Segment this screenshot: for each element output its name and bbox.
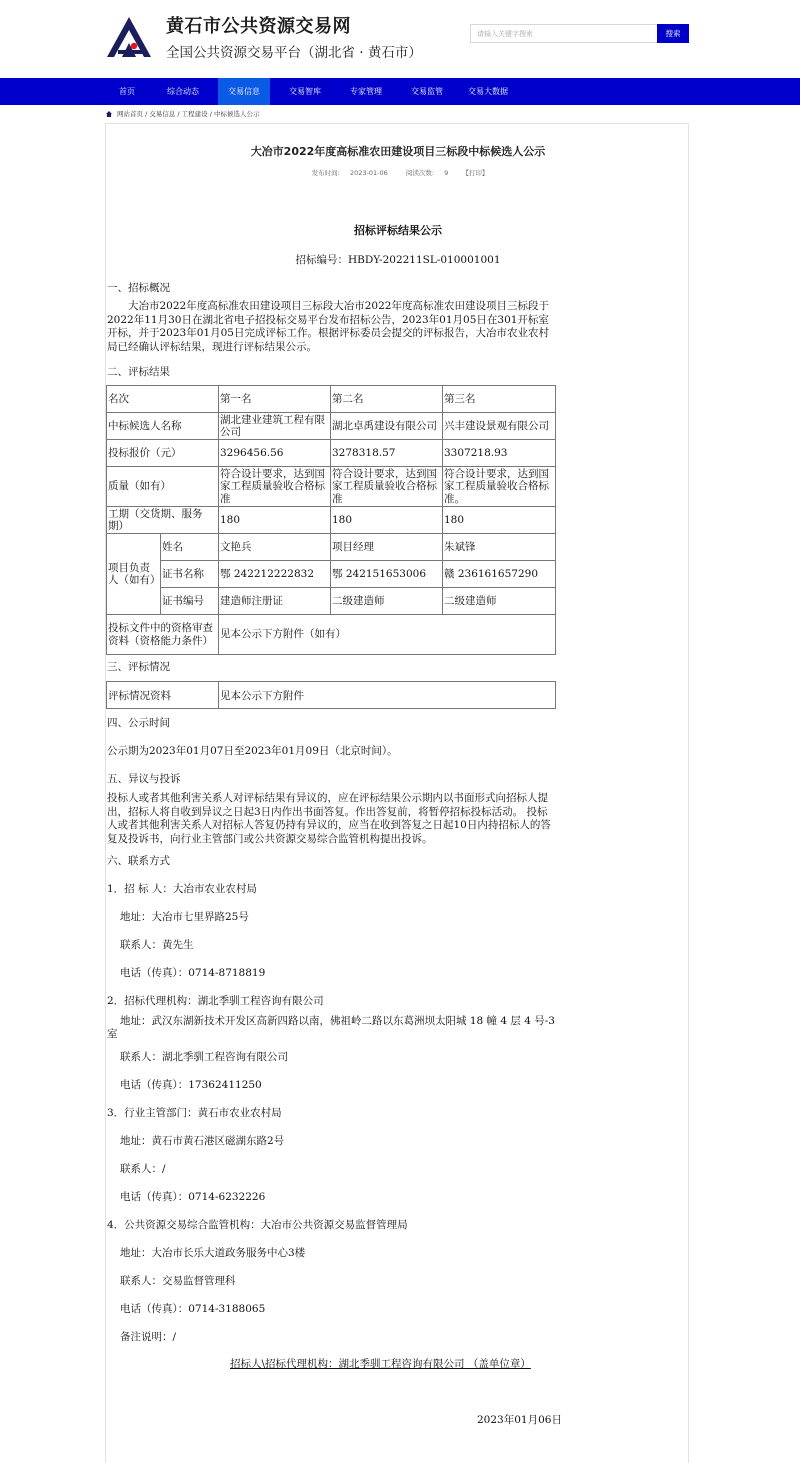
document-date: 2023年01月06日 bbox=[477, 1414, 562, 1426]
table-row bbox=[107, 440, 556, 467]
table-row bbox=[107, 588, 556, 615]
contact-3-address: 地址：黄石市黄石港区磁湖东路2号 bbox=[120, 1135, 285, 1147]
table-row bbox=[107, 467, 556, 507]
breadcrumb bbox=[106, 109, 259, 118]
table-cell: 鄂 242151653006 bbox=[331, 561, 443, 588]
table-cell: 中标候选人名称 bbox=[107, 413, 219, 440]
table-cell: 项目负责人（如有） bbox=[107, 534, 161, 615]
table-cell: 项目经理 bbox=[331, 534, 443, 561]
table-cell: 见本公示下方附件 bbox=[219, 682, 556, 709]
section-5-body: 投标人或者其他利害关系人对评标结果有异议的，应在评标结果公示期内以书面形式向招标人提出，招标人将自收到异议之日起3日内作出书面答复。作出答复前，将暂停招标投标活动。 投标人或者其他利害关系人对招标人答复仍持有异议的，应当在收到答复之日起10日内持招标人的答复及投诉书，向行业主管部门或公共资源交易综合监管机构提出投诉。 bbox=[107, 792, 551, 845]
table-cell: 二级建造师 bbox=[443, 588, 556, 615]
table-cell: 投标文件中的资格审查资料（资格能力条件） bbox=[107, 615, 219, 655]
table-cell: 投标报价（元） bbox=[107, 440, 219, 467]
evaluation-table bbox=[106, 681, 556, 709]
table-cell: 3278318.57 bbox=[331, 440, 443, 467]
section-2-heading: 二、评标结果 bbox=[107, 366, 170, 378]
table-cell: 评标情况资料 bbox=[107, 682, 219, 709]
table-cell: 180 bbox=[443, 507, 556, 534]
table-cell: 质量（如有） bbox=[107, 467, 219, 507]
home-icon bbox=[106, 111, 112, 117]
table-row bbox=[107, 534, 556, 561]
contact-2-heading: 2．招标代理机构：湖北季驯工程咨询有限公司 bbox=[107, 995, 324, 1007]
nav-item-supervision[interactable]: 交易监管 bbox=[411, 87, 443, 96]
contact-2-person: 联系人：湖北季驯工程咨询有限公司 bbox=[120, 1051, 288, 1063]
table-cell: 第三名 bbox=[443, 386, 556, 413]
signature-line: 招标人\招标代理机构：湖北季驯工程咨询有限公司 （盖单位章） bbox=[230, 1358, 531, 1370]
results-table bbox=[106, 385, 556, 655]
section-6-heading: 六、联系方式 bbox=[107, 855, 170, 867]
nav-item-home[interactable]: 首页 bbox=[119, 87, 135, 96]
breadcrumb-separator: / bbox=[143, 109, 150, 118]
site-logo-icon[interactable] bbox=[106, 16, 152, 58]
tender-code: 招标编号：HBDY-202211SL-010001001 bbox=[295, 254, 501, 266]
table-cell: 3307218.93 bbox=[443, 440, 556, 467]
table-cell: 180 bbox=[219, 507, 331, 534]
search-input[interactable] bbox=[470, 24, 657, 43]
table-cell: 赣 236161657290 bbox=[443, 561, 556, 588]
contact-4-phone: 电话（传真）：0714-3188065 bbox=[120, 1303, 266, 1315]
contact-1-heading: 1．招 标 人：大冶市农业农村局 bbox=[107, 883, 257, 895]
nav-item-experts[interactable]: 专家管理 bbox=[350, 87, 382, 96]
table-cell: 兴丰建设景观有限公司 bbox=[443, 413, 556, 440]
table-cell: 二级建造师 bbox=[331, 588, 443, 615]
contact-4-address: 地址：大冶市长乐大道政务服务中心3楼 bbox=[120, 1247, 306, 1259]
breadcrumb-current: 中标候选人公示 bbox=[213, 110, 260, 118]
nav-item-trade-info[interactable]: 交易信息 bbox=[218, 78, 270, 105]
breadcrumb-trade-info[interactable]: 交易信息 bbox=[149, 110, 176, 118]
table-cell: 建造师注册证 bbox=[219, 588, 331, 615]
contact-1-address: 地址：大冶市七里界路25号 bbox=[120, 911, 249, 923]
article-card bbox=[105, 123, 689, 1463]
contact-3-phone: 电话（传真）：0714-6232226 bbox=[120, 1191, 266, 1203]
remark: 备注说明：/ bbox=[120, 1331, 177, 1343]
search-bar bbox=[470, 24, 689, 43]
table-cell: 朱斌锋 bbox=[443, 534, 556, 561]
table-cell: 证书编号 bbox=[161, 588, 219, 615]
site-subtitle: 全国公共资源交易平台（湖北省 · 黄石市） bbox=[166, 45, 422, 61]
publish-date: 2023-01-06 bbox=[349, 169, 388, 177]
nav-item-news[interactable]: 综合动态 bbox=[167, 87, 199, 96]
section-5-heading: 五、异议与投诉 bbox=[107, 773, 181, 785]
table-row bbox=[107, 682, 556, 709]
print-link[interactable]: 【打印】 bbox=[462, 169, 489, 177]
section-4-heading: 四、公示时间 bbox=[107, 717, 170, 729]
table-cell: 符合设计要求，达到国家工程质量验收合格标准 bbox=[331, 467, 443, 507]
contact-2-address: 地址：武汉东湖新技术开发区高新四路以南，佛祖岭二路以东葛洲坝太阳城 18 幢 4 层 4 号-3 室 bbox=[107, 1015, 555, 1040]
section-3-heading: 三、评标情况 bbox=[107, 661, 170, 673]
table-cell: 湖北建业建筑工程有限公司 bbox=[219, 413, 331, 440]
table-cell: 第二名 bbox=[331, 386, 443, 413]
table-cell: 证书名称 bbox=[161, 561, 219, 588]
article-meta bbox=[106, 168, 690, 177]
nav-item-big-data[interactable]: 交易大数据 bbox=[468, 87, 508, 96]
table-row bbox=[107, 615, 556, 655]
contact-3-heading: 3．行业主管部门：黄石市农业农村局 bbox=[107, 1107, 282, 1119]
table-row bbox=[107, 507, 556, 534]
contact-2-phone: 电话（传真）：17362411250 bbox=[120, 1079, 262, 1091]
site-header bbox=[0, 0, 800, 78]
table-cell: 见本公示下方附件（如有） bbox=[219, 615, 556, 655]
main-nav bbox=[0, 78, 800, 105]
table-cell: 工期（交货期、服务期） bbox=[107, 507, 219, 534]
contact-1-person: 联系人：黄先生 bbox=[120, 939, 194, 951]
table-row bbox=[107, 561, 556, 588]
publish-label: 发布时间: bbox=[311, 169, 340, 177]
table-row bbox=[107, 386, 556, 413]
table-cell: 鄂 242212222832 bbox=[219, 561, 331, 588]
table-cell: 符合设计要求，达到国家工程质量验收合格标准。 bbox=[443, 467, 556, 507]
breadcrumb-engineering[interactable]: 工程建设 bbox=[181, 110, 208, 118]
table-cell: 湖北卓禹建设有限公司 bbox=[331, 413, 443, 440]
section-4-body: 公示期为2023年01月07日至2023年01月09日（北京时间）。 bbox=[107, 745, 398, 757]
contact-4-person: 联系人：交易监督管理科 bbox=[120, 1275, 236, 1287]
breadcrumb-separator: / bbox=[207, 109, 214, 118]
contact-3-person: 联系人：/ bbox=[120, 1163, 166, 1175]
nav-item-think-tank[interactable]: 交易智库 bbox=[289, 87, 321, 96]
contact-4-heading: 4．公共资源交易综合监管机构：大冶市公共资源交易监督管理局 bbox=[107, 1219, 408, 1231]
site-title[interactable]: 黄石市公共资源交易网 bbox=[166, 16, 351, 37]
section-1-body: 大冶市2022年度高标准农田建设项目三标段大冶市2022年度高标准农田建设项目三标段于2022年11月30日在湖北省电子招投标交易平台发布招标公告，2023年01月05日在301开标室开标，并于2023年01月05日完成评标工作。根据评标委员会提交的评标报告，大冶市农业农村局已经确认评标结果，现进行评标结果公示。 bbox=[107, 300, 549, 353]
breadcrumb-separator: / bbox=[175, 109, 182, 118]
table-row bbox=[107, 413, 556, 440]
search-button[interactable]: 搜索 bbox=[657, 24, 689, 43]
breadcrumb-home[interactable]: 网站首页 bbox=[117, 110, 143, 118]
doc-title: 招标评标结果公示 bbox=[354, 224, 442, 237]
table-cell: 180 bbox=[331, 507, 443, 534]
table-cell: 第一名 bbox=[219, 386, 331, 413]
views-label: 阅读次数: bbox=[405, 169, 435, 177]
table-cell: 名次 bbox=[107, 386, 219, 413]
table-cell: 姓名 bbox=[161, 534, 219, 561]
views-count: 9 bbox=[444, 169, 449, 177]
table-cell: 符合设计要求，达到国家工程质量验收合格标准 bbox=[219, 467, 331, 507]
contact-1-phone: 电话（传真）：0714-8718819 bbox=[120, 967, 266, 979]
table-cell: 3296456.56 bbox=[219, 440, 331, 467]
section-1-heading: 一、招标概况 bbox=[107, 282, 170, 294]
article-title: 大冶市2022年度高标准农田建设项目三标段中标候选人公示 bbox=[250, 145, 546, 158]
table-cell: 文艳兵 bbox=[219, 534, 331, 561]
